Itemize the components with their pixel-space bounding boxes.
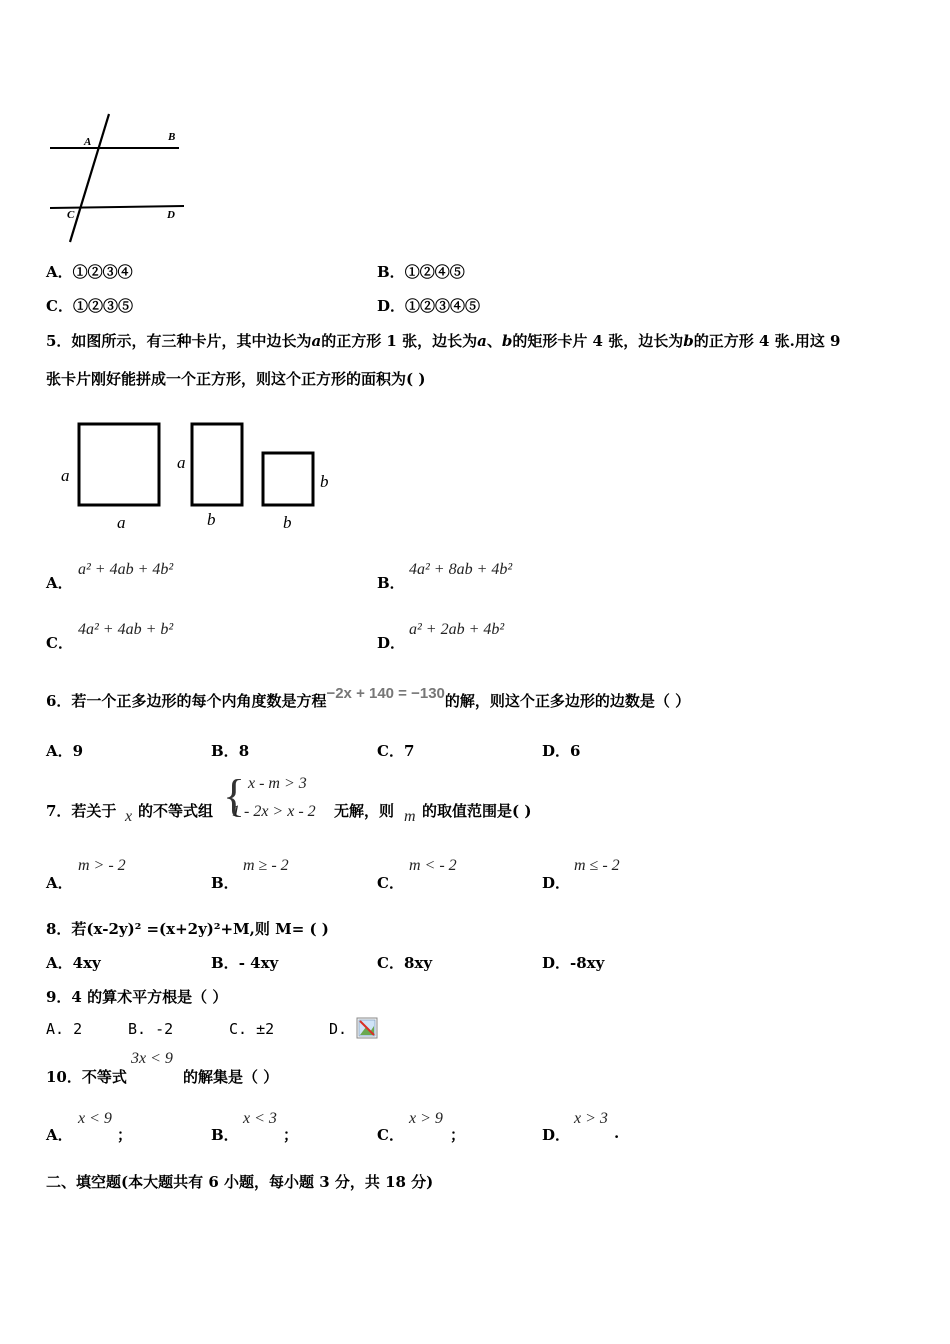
q10-option-c-letter[interactable]: C． xyxy=(377,1126,404,1144)
q8-option-c[interactable]: C．8xy xyxy=(377,954,433,972)
square-a-bottom-label: a xyxy=(117,513,126,532)
label-a: A xyxy=(84,136,92,148)
q7-option-c-math: m < - 2 xyxy=(409,857,457,874)
q4-option-d[interactable]: D．①②③④⑤ xyxy=(377,297,481,315)
q6-option-a[interactable]: A．9 xyxy=(46,742,84,760)
q5-option-d-math: a² + 2ab + 4b² xyxy=(409,621,505,638)
label-c: C xyxy=(67,209,75,221)
q7-option-a-math: m > - 2 xyxy=(78,857,126,874)
q10-option-b-letter[interactable]: B． xyxy=(211,1126,239,1144)
q7-mid2: 无解，则 xyxy=(334,802,395,820)
line-cd xyxy=(50,206,184,208)
q10-option-a-letter[interactable]: A． xyxy=(46,1126,73,1144)
q7-option-b-math: m ≥ - 2 xyxy=(243,857,289,874)
square-b-card xyxy=(263,453,313,505)
q5-option-d-letter[interactable]: D． xyxy=(377,634,406,652)
q7-option-a-letter[interactable]: A． xyxy=(46,874,73,892)
q9-option-b[interactable]: B. -2 xyxy=(128,1020,174,1038)
q7-suffix: 的取值范围是( ) xyxy=(422,802,532,820)
q7-option-b-letter[interactable]: B． xyxy=(211,874,239,892)
q5-option-c-letter[interactable]: C． xyxy=(46,634,73,652)
q9-stem: 9．4 的算术平方根是（ ） xyxy=(46,988,228,1006)
q7-system-brace: { xyxy=(223,770,246,821)
q7-var-x: x xyxy=(125,808,133,825)
q8-option-d[interactable]: D．-8xy xyxy=(542,954,605,972)
q10-option-a-punct: ； xyxy=(117,1126,133,1144)
q10-option-d-math: x > 3 xyxy=(574,1110,608,1127)
q7-option-d-letter[interactable]: D． xyxy=(542,874,571,892)
q10-option-a-math: x < 9 xyxy=(78,1110,112,1127)
rect-side-label: a xyxy=(177,453,186,472)
q6-equation: −2x + 140 = −130 xyxy=(326,685,445,702)
square-a-card xyxy=(79,424,159,505)
q10-prefix: 10．不等式 xyxy=(46,1068,127,1086)
q6-option-d[interactable]: D．6 xyxy=(542,742,581,760)
label-b: B xyxy=(168,131,176,143)
q7-prefix: 7．若关于 xyxy=(46,802,117,820)
q5-option-b-math: 4a² + 8ab + 4b² xyxy=(409,561,513,578)
q5-option-c-math: 4a² + 4ab + b² xyxy=(78,621,174,638)
broken-image-icon xyxy=(356,1017,378,1039)
q5-stem-line2: 张卡片刚好能拼成一个正方形，则这个正方形的面积为( ) xyxy=(46,370,426,388)
q10-option-c-punct: ； xyxy=(450,1126,466,1144)
parallel-lines-figure xyxy=(44,108,194,248)
q5-stem-line1: 5．如图所示，有三种卡片，其中边长为a的正方形 1 张，边长为a、b的矩形卡片 4 张，边长为b的正方形 4 张.用这 9 xyxy=(46,332,841,350)
q9-option-a[interactable]: A. 2 xyxy=(46,1020,83,1038)
rect-bottom-label: b xyxy=(207,510,216,529)
q7-inequality-1: x - m > 3 xyxy=(248,775,307,792)
section-2-title: 二、填空题(本大题共有 6 小题，每小题 3 分，共 18 分) xyxy=(46,1173,434,1191)
q7-option-c-letter[interactable]: C． xyxy=(377,874,404,892)
q7-var-m: m xyxy=(404,808,416,825)
q7-inequality-2: 1 - 2x > x - 2 xyxy=(232,803,316,820)
q6-option-c[interactable]: C．7 xyxy=(377,742,415,760)
transversal-line xyxy=(70,114,109,242)
q7-option-d-math: m ≤ - 2 xyxy=(574,857,620,874)
square-b-side-label: b xyxy=(320,472,329,491)
q8-option-b[interactable]: B．- 4xy xyxy=(211,954,279,972)
q4-option-c[interactable]: C．①②③⑤ xyxy=(46,297,133,315)
q4-option-a[interactable]: A．①②③④ xyxy=(46,263,133,281)
q7-mid: 的不等式组 xyxy=(138,802,214,820)
q10-option-b-math: x < 3 xyxy=(243,1110,277,1127)
square-b-bottom-label: b xyxy=(283,513,292,532)
cards-figure xyxy=(55,415,345,540)
square-a-side-label: a xyxy=(61,466,70,485)
q8-option-a[interactable]: A．4xy xyxy=(46,954,101,972)
label-d: D xyxy=(167,209,175,221)
q10-suffix: 的解集是（ ） xyxy=(183,1068,279,1086)
q9-option-d[interactable]: D. xyxy=(329,1020,348,1038)
q4-option-b[interactable]: B．①②④⑤ xyxy=(377,263,465,281)
q6-stem: 6．若一个正多边形的每个内角度数是方程−2x + 140 = −130的解，则这个正多边形的边数是（ ） xyxy=(46,685,691,710)
q10-option-c-math: x > 9 xyxy=(409,1110,443,1127)
q9-option-c[interactable]: C. ±2 xyxy=(229,1020,275,1038)
rect-ab-card xyxy=(192,424,242,505)
q6-option-b[interactable]: B．8 xyxy=(211,742,250,760)
q8-stem: 8．若(x-2y)² =(x+2y)²+M,则 M= ( ) xyxy=(46,920,329,938)
q5-option-b-letter[interactable]: B． xyxy=(377,574,405,592)
q10-option-b-punct: ； xyxy=(283,1126,299,1144)
q10-inequality: 3x < 9 xyxy=(131,1050,173,1067)
q10-option-d-punct: . xyxy=(614,1124,620,1142)
q10-option-d-letter[interactable]: D． xyxy=(542,1126,571,1144)
q5-option-a-math: a² + 4ab + 4b² xyxy=(78,561,174,578)
q5-option-a-letter[interactable]: A． xyxy=(46,574,73,592)
